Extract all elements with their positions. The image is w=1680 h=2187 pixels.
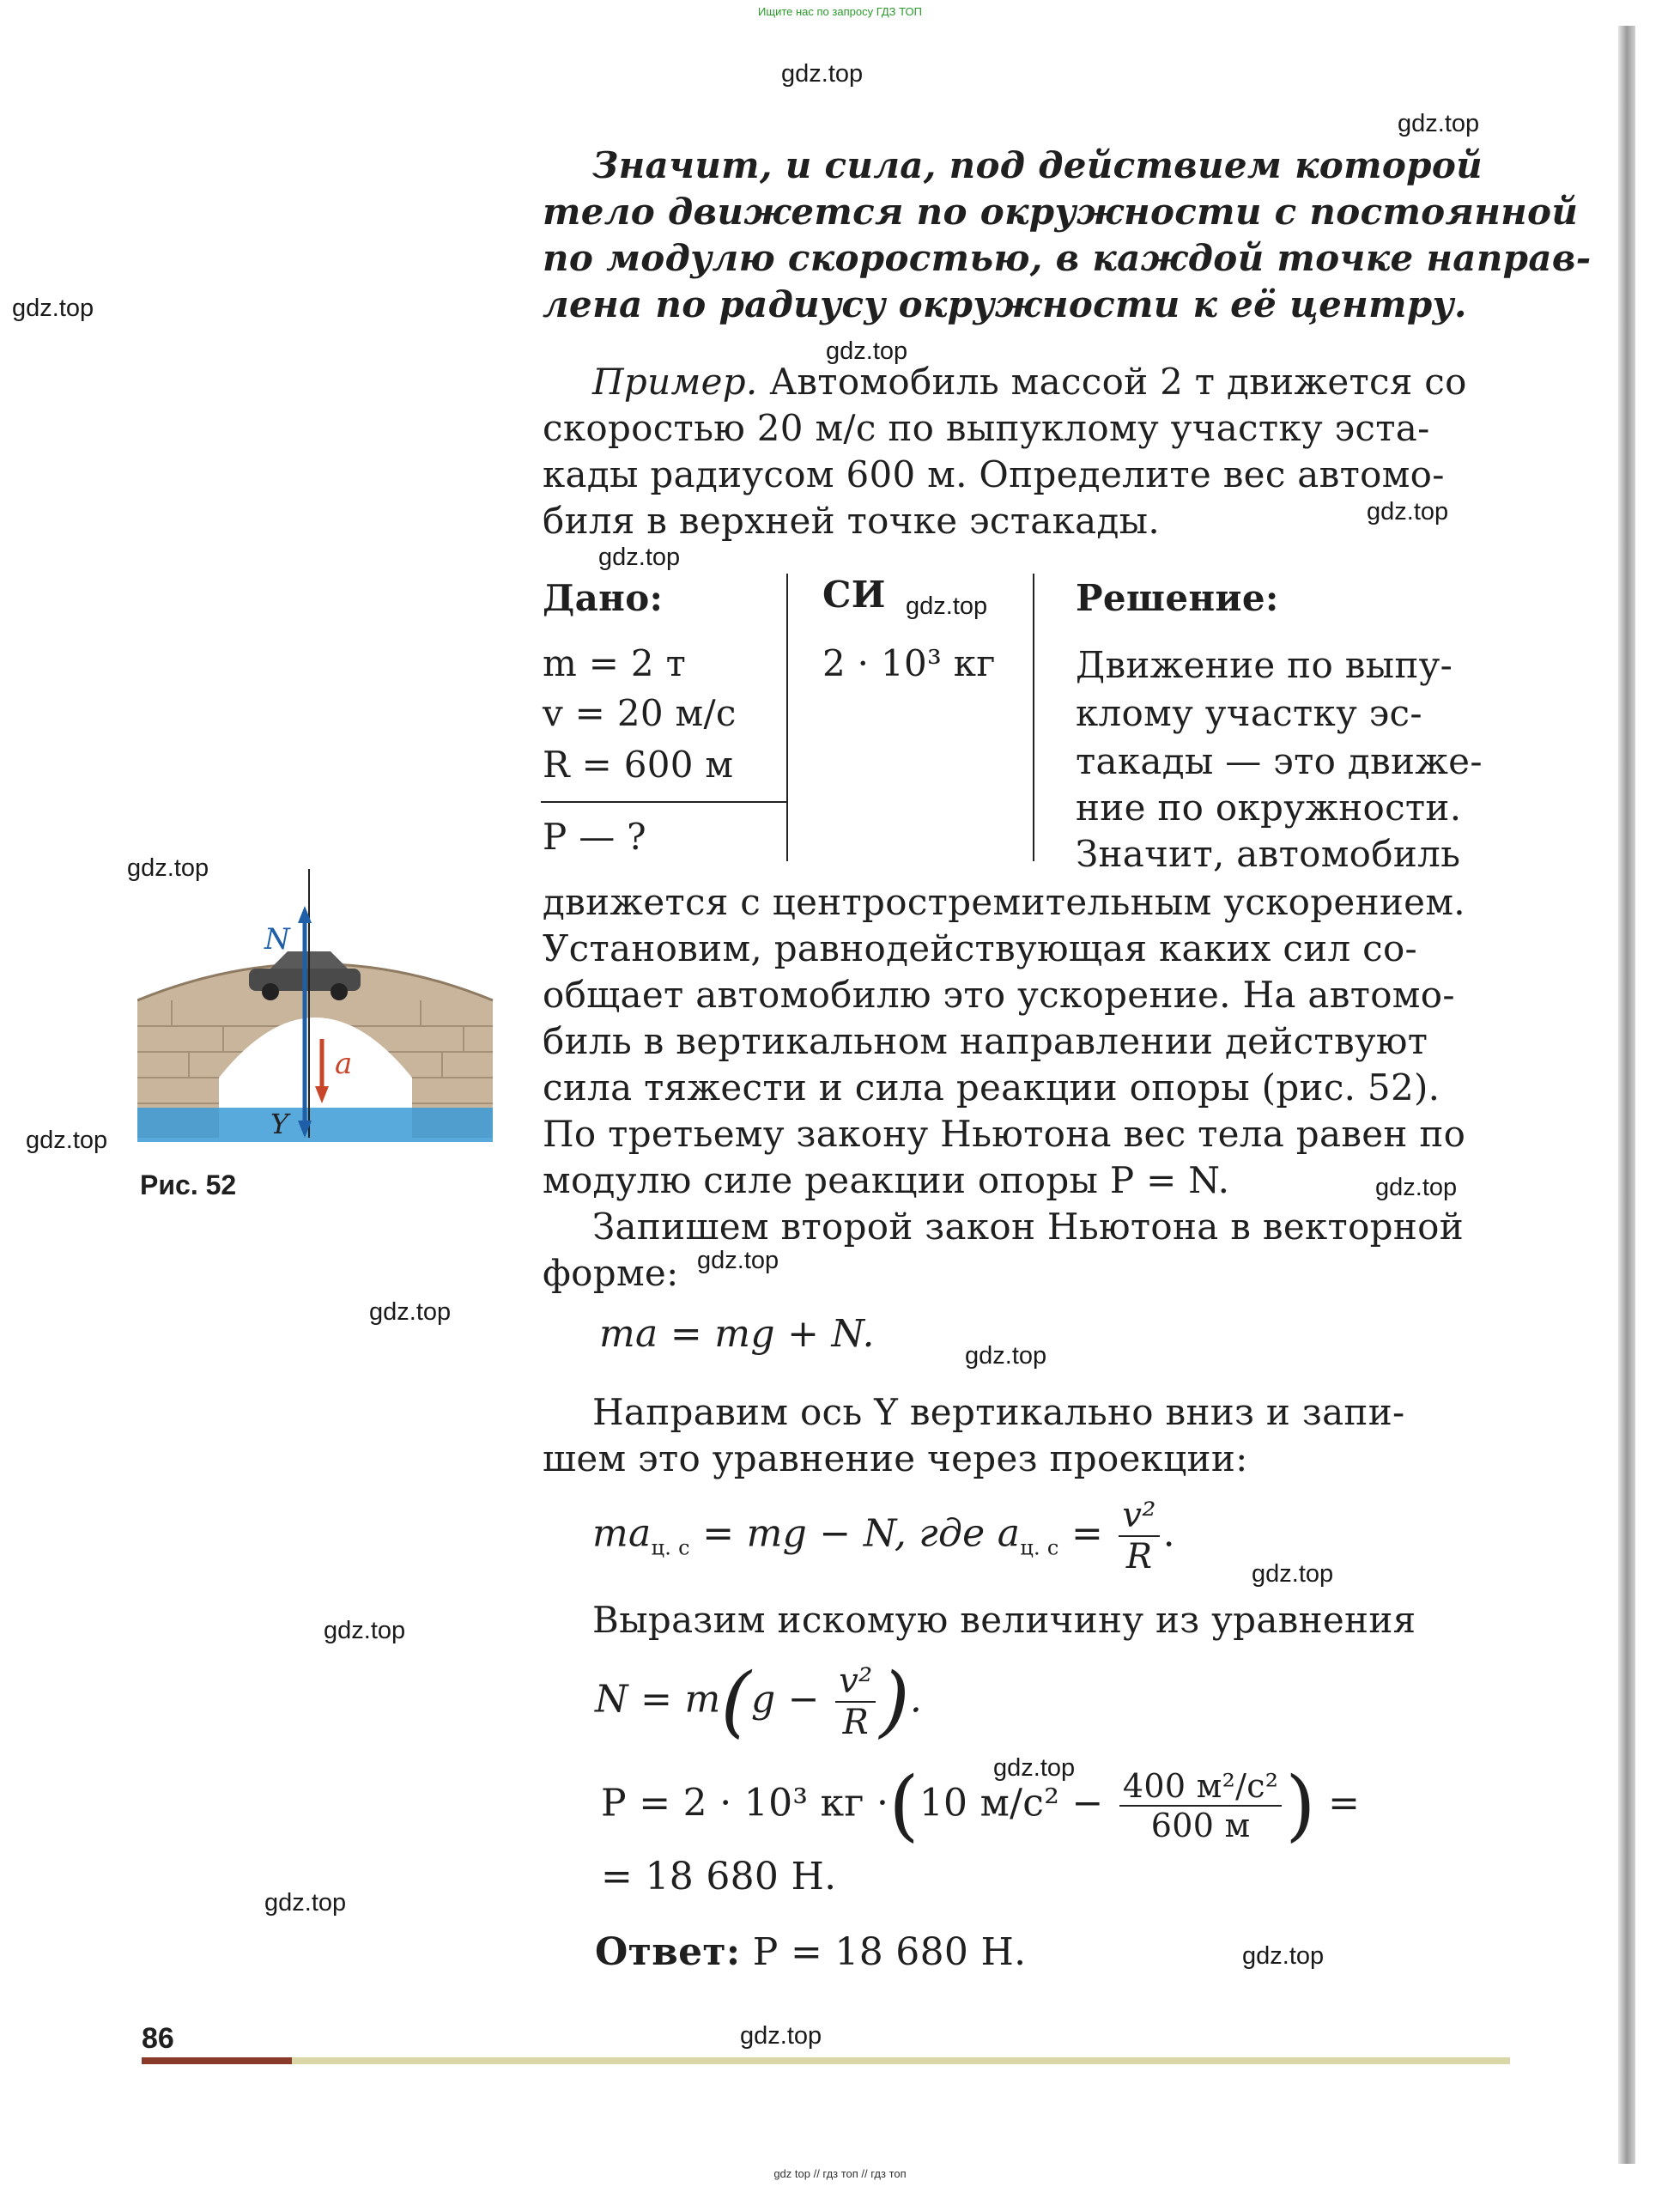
label-mg: mg: [242, 1038, 289, 1072]
watermark: gdz.top: [1367, 498, 1449, 525]
paragraph1-line: лена по радиусу окружности к её центру.: [543, 283, 1467, 325]
footer-rule-accent: [142, 2057, 292, 2064]
given-R: R = 600 м: [543, 744, 734, 786]
example-line: кады радиусом 600 м. Определите вес автомо-: [543, 453, 1445, 495]
label-N: N: [264, 922, 290, 957]
solution-line: сила тяжести и сила реакции опоры (рис. 52).: [543, 1066, 1440, 1109]
given-m: m = 2 т: [543, 642, 687, 684]
given-header: Дано:: [543, 577, 664, 619]
vector-intro: форме:: [543, 1252, 679, 1294]
table-divider: [786, 574, 788, 861]
water: [137, 1108, 493, 1142]
eq-vector: ma = mg + N.: [599, 1312, 875, 1356]
given-find: P — ?: [543, 816, 646, 858]
watermark: gdz.top: [1242, 1942, 1325, 1970]
solution-line: Значит, автомобиль: [1076, 833, 1461, 875]
page-edge: [1618, 26, 1635, 2164]
answer: [595, 1930, 1026, 1974]
watermark: gdz.top: [1398, 110, 1480, 137]
answer-label: Ответ:: [595, 1930, 741, 1974]
table-rule: [541, 801, 786, 803]
paragraph1-line: Значит, и сила, под действием которой: [592, 144, 1483, 186]
solution-line: такады — это движе-: [1076, 740, 1483, 782]
watermark: gdz.top: [965, 1342, 1047, 1370]
solution-line: общает автомобилю это ускорение. На автомо-: [543, 974, 1455, 1016]
bottom-note: gdz top // гдз топ // гдз топ: [773, 2167, 907, 2180]
figure-caption: Рис. 52: [140, 1169, 237, 1200]
axis-text: шем это уравнение через проекции:: [543, 1437, 1248, 1479]
example-line: скоростью 20 м/с по выпуклому участку эста-: [543, 407, 1430, 449]
paragraph1-line: по модулю скоростью, в каждой точке направ-: [543, 237, 1592, 279]
label-a: a: [335, 1047, 353, 1081]
figure-bridge: [137, 859, 498, 1151]
watermark: gdz.top: [993, 1754, 1076, 1782]
example-line: биля в верхней точке эстакады.: [543, 500, 1161, 542]
example-line: Пример. Автомобиль массой 2 т движется со: [592, 361, 1467, 403]
si-header: СИ: [822, 574, 886, 616]
watermark: gdz.top: [1375, 1174, 1458, 1201]
footer-rule: [142, 2057, 1510, 2064]
top-note: Ищите нас по запросу ГДЗ ТОП: [758, 5, 922, 18]
eq-projection: $ma_{ц. с}$ = mg − N, где $a_{ц. с}$ = $\frac{\text{v²}}{R}$ .: [592, 1496, 1175, 1576]
eq-N: N = m(g − $\frac{\text{v²}}{R}$ ).: [595, 1656, 923, 1747]
answer-value: P = 18 680 Н.: [752, 1930, 1027, 1974]
watermark: gdz.top: [324, 1617, 406, 1644]
watermark: gdz.top: [1252, 1560, 1334, 1588]
solution-line: модулю силе реакции опоры P = N.: [543, 1159, 1230, 1201]
watermark: gdz.top: [26, 1127, 108, 1154]
watermark: gdz.top: [369, 1298, 452, 1326]
table-divider: [1033, 574, 1034, 861]
watermark: gdz.top: [598, 544, 681, 571]
si-value: 2 · 10³ кг: [822, 642, 996, 684]
given-v: v = 20 м/с: [543, 692, 737, 734]
watermark: gdz.top: [264, 1889, 347, 1917]
solution-line: ние по окружности.: [1076, 787, 1462, 829]
watermark: gdz.top: [740, 2022, 822, 2050]
label-Y: Y: [270, 1108, 289, 1140]
solution-line: Движение по выпу-: [1076, 644, 1453, 686]
vector-intro: Запишем второй закон Ньютона в векторной: [592, 1206, 1465, 1248]
solution-header: Решение:: [1076, 577, 1279, 619]
example-lead: Пример.: [592, 361, 758, 403]
solution-line: Установим, равнодействующая каких сил со-: [543, 927, 1418, 969]
express-text: Выразим искомую величину из уравнения: [592, 1599, 1416, 1641]
paragraph1-line: тело движется по окружности с постоянной: [543, 191, 1579, 233]
watermark: gdz.top: [781, 60, 864, 88]
eq-P-result: = 18 680 Н.: [601, 1855, 837, 1898]
watermark: gdz.top: [697, 1247, 779, 1274]
solution-line: клому участку эс-: [1076, 692, 1422, 734]
watermark: gdz.top: [826, 337, 908, 365]
solution-line: По третьему закону Ньютона вес тела равен по: [543, 1113, 1466, 1155]
watermark: gdz.top: [906, 592, 988, 620]
solution-line: движется с центростремительным ускорением.: [543, 881, 1465, 923]
solution-line: биль в вертикальном направлении действуют: [543, 1020, 1428, 1062]
watermark: gdz.top: [127, 854, 209, 882]
axis-text: Направим ось Y вертикально вниз и запи-: [592, 1391, 1405, 1433]
page-number: 86: [142, 2022, 174, 2055]
watermark: gdz.top: [12, 295, 94, 322]
eq-P: P = 2 · 10³ кг ·(10 м/с² − $\frac{\text{400 м²/с²}}{600 м}$ ) =: [601, 1760, 1361, 1850]
